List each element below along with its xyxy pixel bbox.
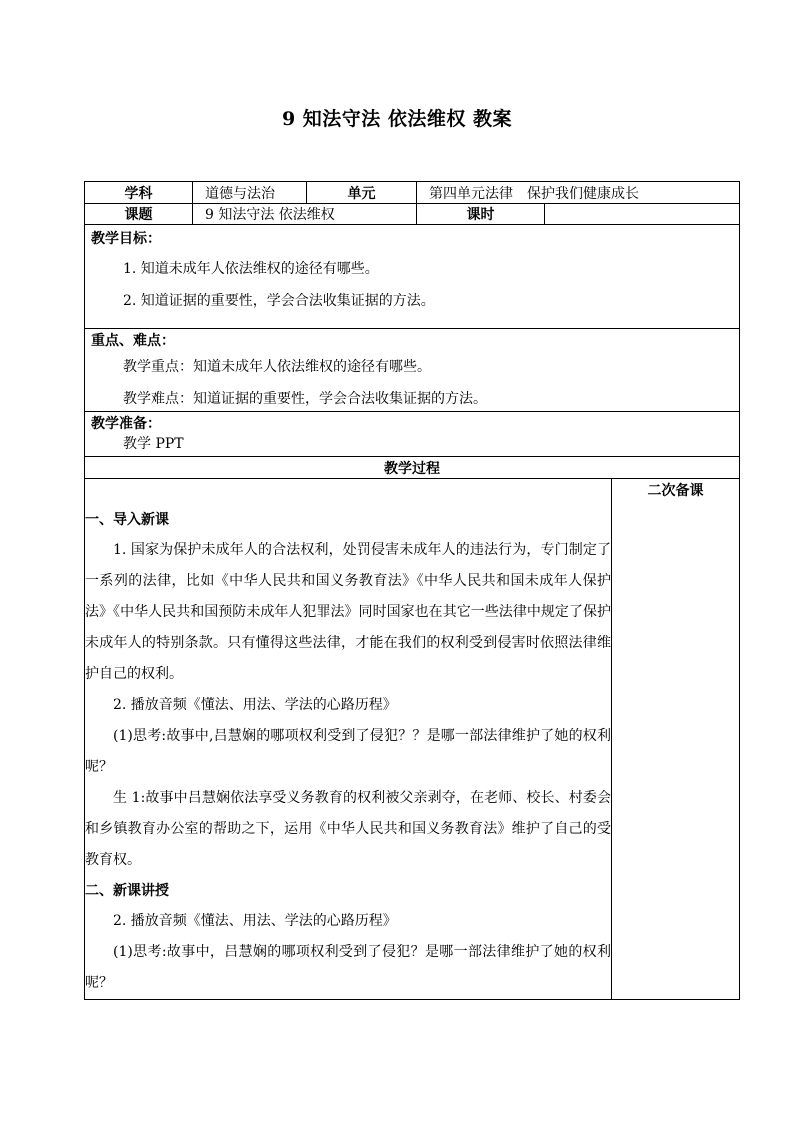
- document-title: 9 知法守法 依法维权 教案: [281, 108, 513, 130]
- key-point-item: 教学重点：知道未成年人依法维权的途径有哪些。: [123, 359, 431, 375]
- revision-notes-cell: [612, 479, 740, 1000]
- row-topic-period: [85, 204, 740, 225]
- process-label: 教学过程: [85, 457, 740, 479]
- key-points-label: 重点、难点：: [91, 333, 175, 349]
- key-points-cell: [85, 329, 740, 412]
- period-value: [545, 204, 740, 225]
- row-preparation: [85, 412, 740, 457]
- row-process-body: [85, 479, 740, 1000]
- topic-value: 9 知法守法 依法维权: [193, 204, 417, 225]
- row-key-points: [85, 329, 740, 412]
- revision-notes-label: 二次备课: [647, 483, 704, 499]
- topic-label: 课题: [85, 204, 193, 225]
- process-paragraph: 1. 国家为保护未成年人的合法权利，处罚侵害未成年人的违法行为，专门制定了一系列的法律，比如《中华人民共和国义务教育法》《中华人民共和国未成年人保护法》《中华人民共和国预防未成年人犯罪法》同时国家也在其它一些法律中规定了保护未成年人的特别条款。只有懂得这些法律，才能在我们的权利受到侵害时依照法律维护自己的权利。: [85, 542, 611, 682]
- section-heading: 二、新课讲授: [85, 883, 169, 899]
- process-paragraph: (1)思考:故事中，吕慧娴的哪项权利受到了侵犯？是哪一部法律维护了她的权利呢？: [85, 944, 611, 991]
- process-paragraph: 2. 播放音频《懂法、用法、学法的心路历程》: [113, 913, 397, 929]
- period-label: 课时: [417, 204, 545, 225]
- process-paragraph: (1)思考:故事中,吕慧娴的哪项权利受到了侵犯？？是哪一部法律维护了她的权利呢？: [85, 728, 611, 775]
- process-paragraph: 生 1:故事中吕慧娴依法享受义务教育的权利被父亲剥夺，在老师、校长、村委会和乡镇教育办公室的帮助之下，运用《中华人民共和国义务教育法》维护了自己的受教育权。: [85, 790, 611, 868]
- preparation-cell: [85, 412, 740, 457]
- unit-value: 第四单元法律 保护我们健康成长: [417, 182, 740, 204]
- unit-label: 单元: [307, 182, 417, 204]
- lesson-plan-table: [84, 181, 740, 1000]
- preparation-item: 教学 PPT: [123, 436, 184, 452]
- section-heading: 一、导入新课: [85, 512, 169, 528]
- objective-item: 1. 知道未成年人依法维权的途径有哪些。: [123, 261, 379, 277]
- row-subject-unit: [85, 182, 740, 204]
- key-point-item: 教学难点：知道证据的重要性，学会合法收集证据的方法。: [123, 391, 487, 407]
- row-objectives: [85, 225, 740, 329]
- subject-value: 道德与法治: [193, 182, 307, 204]
- objectives-label: 教学目标：: [91, 231, 161, 247]
- row-process-header: [85, 457, 740, 479]
- preparation-label: 教学准备：: [91, 416, 161, 432]
- objective-item: 2. 知道证据的重要性，学会合法收集证据的方法。: [123, 293, 435, 309]
- objectives-cell: [85, 225, 740, 329]
- subject-label: 学科: [85, 182, 193, 204]
- process-content-cell: [85, 479, 612, 1000]
- process-paragraph: 2. 播放音频《懂法、用法、学法的心路历程》: [113, 697, 397, 713]
